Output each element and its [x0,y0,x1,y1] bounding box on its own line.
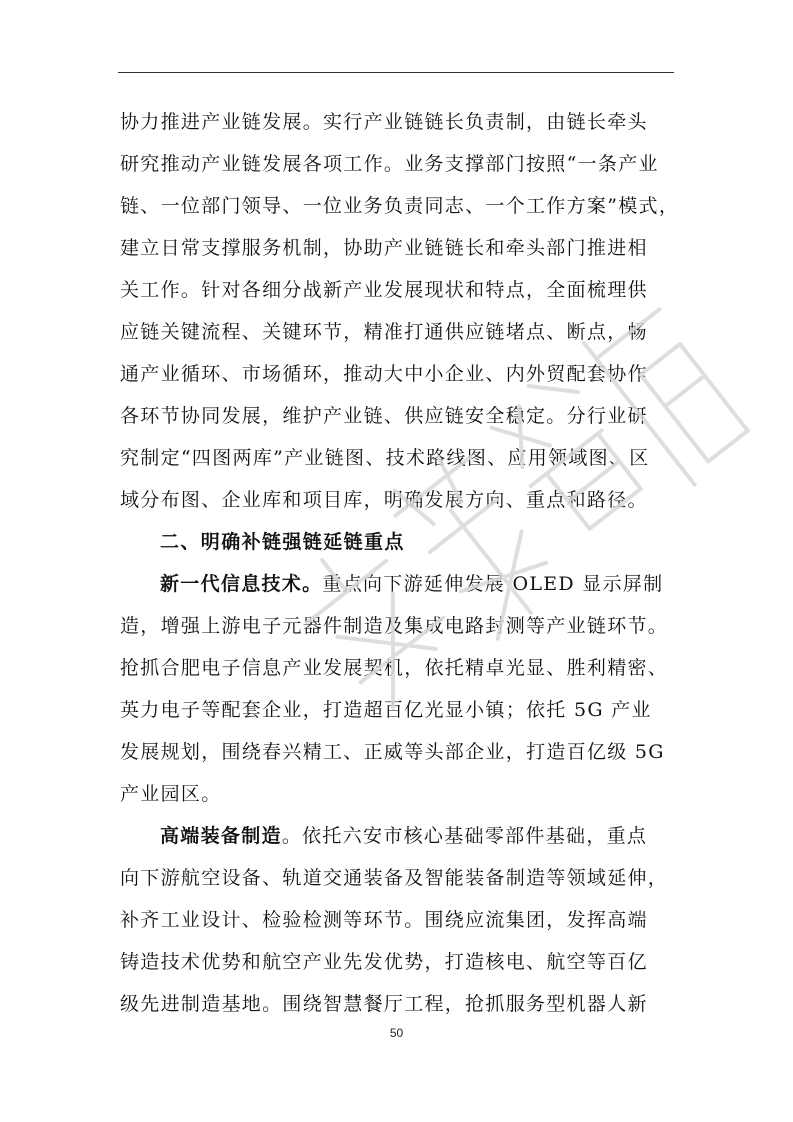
paragraph-line: 建立日常支撑服务机制，协助产业链链长和牵头部门推进相 [120,237,648,259]
paragraph-line: 产业园区。 [120,783,222,805]
paragraph-line: 协力推进产业链发展。实行产业链链长负责制，由链长牵头 [120,111,648,133]
paragraph-lead: 新一代信息技术。 [160,573,323,595]
paragraph-first-line [160,572,663,596]
paragraph-line: 铸造技术优势和航空产业先发优势，打造核电、航空等百亿 [120,951,648,973]
paragraph-line: 补齐工业设计、检验检测等环节。围绕应流集团，发挥高端 [120,909,648,931]
page-number: 50 [389,1026,404,1040]
paragraph-line: 究制定“四图两库”产业链图、技术路线图、应用领域图、区 [120,447,650,469]
paragraph-line: 关工作。针对各细分战新产业发展现状和特点，全面梳理供 [120,279,648,301]
paragraph-line: 英力电子等配套企业，打造超百亿光显小镇；依托 5G 产业 [120,699,652,721]
paragraph-line: 应链关键流程、关键环节，精准打通供应链堵点、断点，畅 [120,321,648,343]
paragraph-line: 造，增强上游电子元器件制造及集成电路封测等产业链环节。 [120,615,669,637]
paragraph-line: 级先进制造基地。围绕智慧餐厅工程，抢抓服务型机器人新 [120,993,648,1015]
paragraph-lead: 高端装备制造 [160,825,282,847]
paragraph-line: 研究推动产业链发展各项工作。业务支撑部门按照“一条产业 [120,153,659,175]
paragraph-line: 通产业循环、市场循环，推动大中小企业、内外贸配套协作 [120,363,648,385]
header-rule [118,72,674,73]
section-heading: 二、明确补链强链延链重点 [160,531,405,553]
paragraph-text: 。依托六安市核心基础零部件基础，重点 [281,825,648,847]
paragraph-line: 链、一位部门领导、一位业务负责同志、一个工作方案”模式， [120,195,680,217]
paragraph-line: 各环节协同发展，维护产业链、供应链安全稳定。分行业研 [120,405,648,427]
paragraph-text: 重点向下游延伸发展 OLED 显示屏制 [322,573,664,595]
paragraph-line: 域分布图、企业库和项目库，明确发展方向、重点和路径。 [120,489,648,511]
paragraph-first-line [160,824,647,848]
paragraph-line: 抢抓合肥电子信息产业发展契机，依托精卓光显、胜利精密、 [120,657,669,679]
paragraph-line: 向下游航空设备、轨道交通装备及智能装备制造等领域延伸， [120,867,669,889]
paragraph-line: 发展规划，围绕春兴精工、正威等头部企业，打造百亿级 5G [120,741,665,763]
